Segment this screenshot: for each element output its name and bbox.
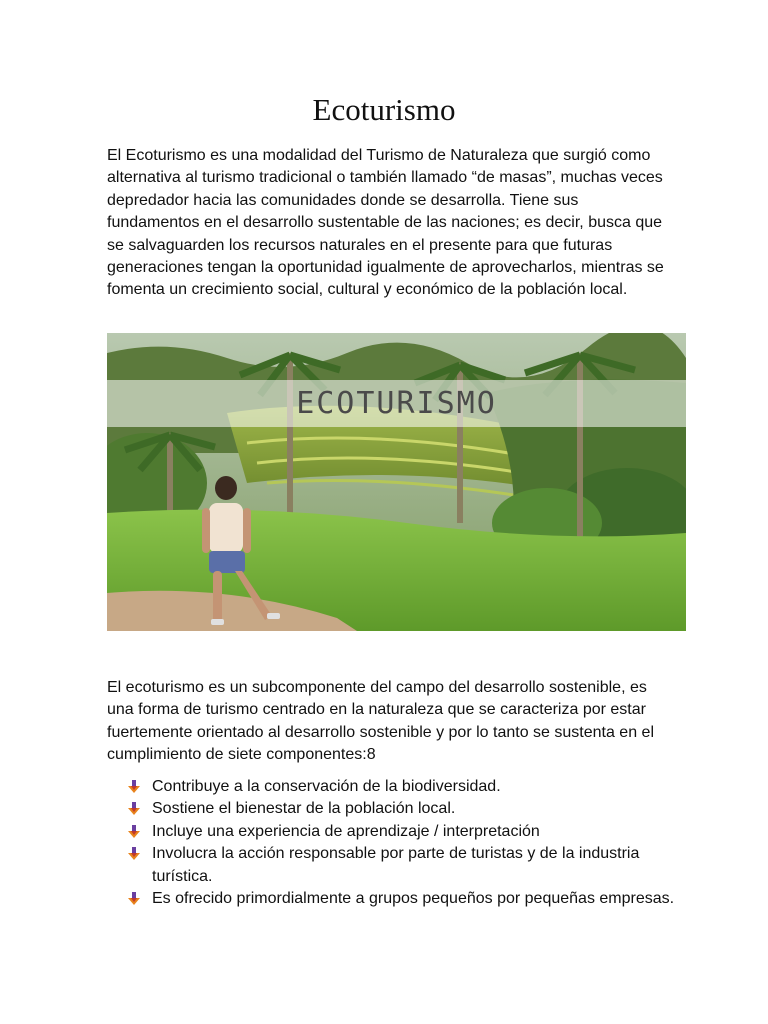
intro-paragraph: El Ecoturismo es una modalidad del Turismo de Naturaleza que surgió como alternativa al turismo tradicional o también llamado “de masas”, muchas veces depredador hacia las comunidades donde se desarrolla. Tiene sus fundamentos en el desarrollo sustentable de las naciones; es decir, busca que se salvaguarden los recursos naturales en el presente para que futuras generaciones tengan la oportunidad igualmente de aprovecharlos, mientras se fomenta un crecimiento social, cultural y económico de la población local.	[107, 147, 664, 299]
arrow-down-bullet-icon	[127, 892, 141, 906]
components-list	[127, 776, 687, 910]
list-item-text: Incluye una experiencia de aprendizaje / interpretación	[152, 822, 540, 840]
list-item-text: Contribuye a la conservación de la biodiversidad.	[152, 778, 501, 795]
list-item	[127, 888, 687, 910]
arrow-down-bullet-icon	[127, 802, 141, 816]
ecotourism-photo	[107, 333, 686, 631]
list-item-text: Es ofrecido primordialmente a grupos pequeños por pequeñas empresas.	[152, 890, 675, 908]
page-title: Ecoturismo	[312, 92, 456, 127]
list-item-text: Sostiene el bienestar de la población local.	[152, 800, 456, 818]
list-item	[127, 776, 687, 798]
arrow-down-bullet-icon	[127, 780, 141, 794]
photo-overlay-title: ECOTURISMO	[296, 386, 497, 421]
list-item	[127, 821, 687, 843]
components-paragraph: El ecoturismo es un subcomponente del campo del desarrollo sostenible, es una forma de turismo centrado en la naturaleza que se caracteriza por estar fuertemente orientado al desarrollo sostenible y por lo tanto se sustenta en el cumplimiento de siete componentes:8	[107, 679, 654, 764]
list-item-text: Involucra la acción responsable por parte de turistas y de la industria turística.	[152, 845, 640, 885]
arrow-down-bullet-icon	[127, 825, 141, 839]
list-item	[127, 798, 687, 820]
arrow-down-bullet-icon	[127, 847, 141, 861]
list-item	[127, 843, 687, 888]
